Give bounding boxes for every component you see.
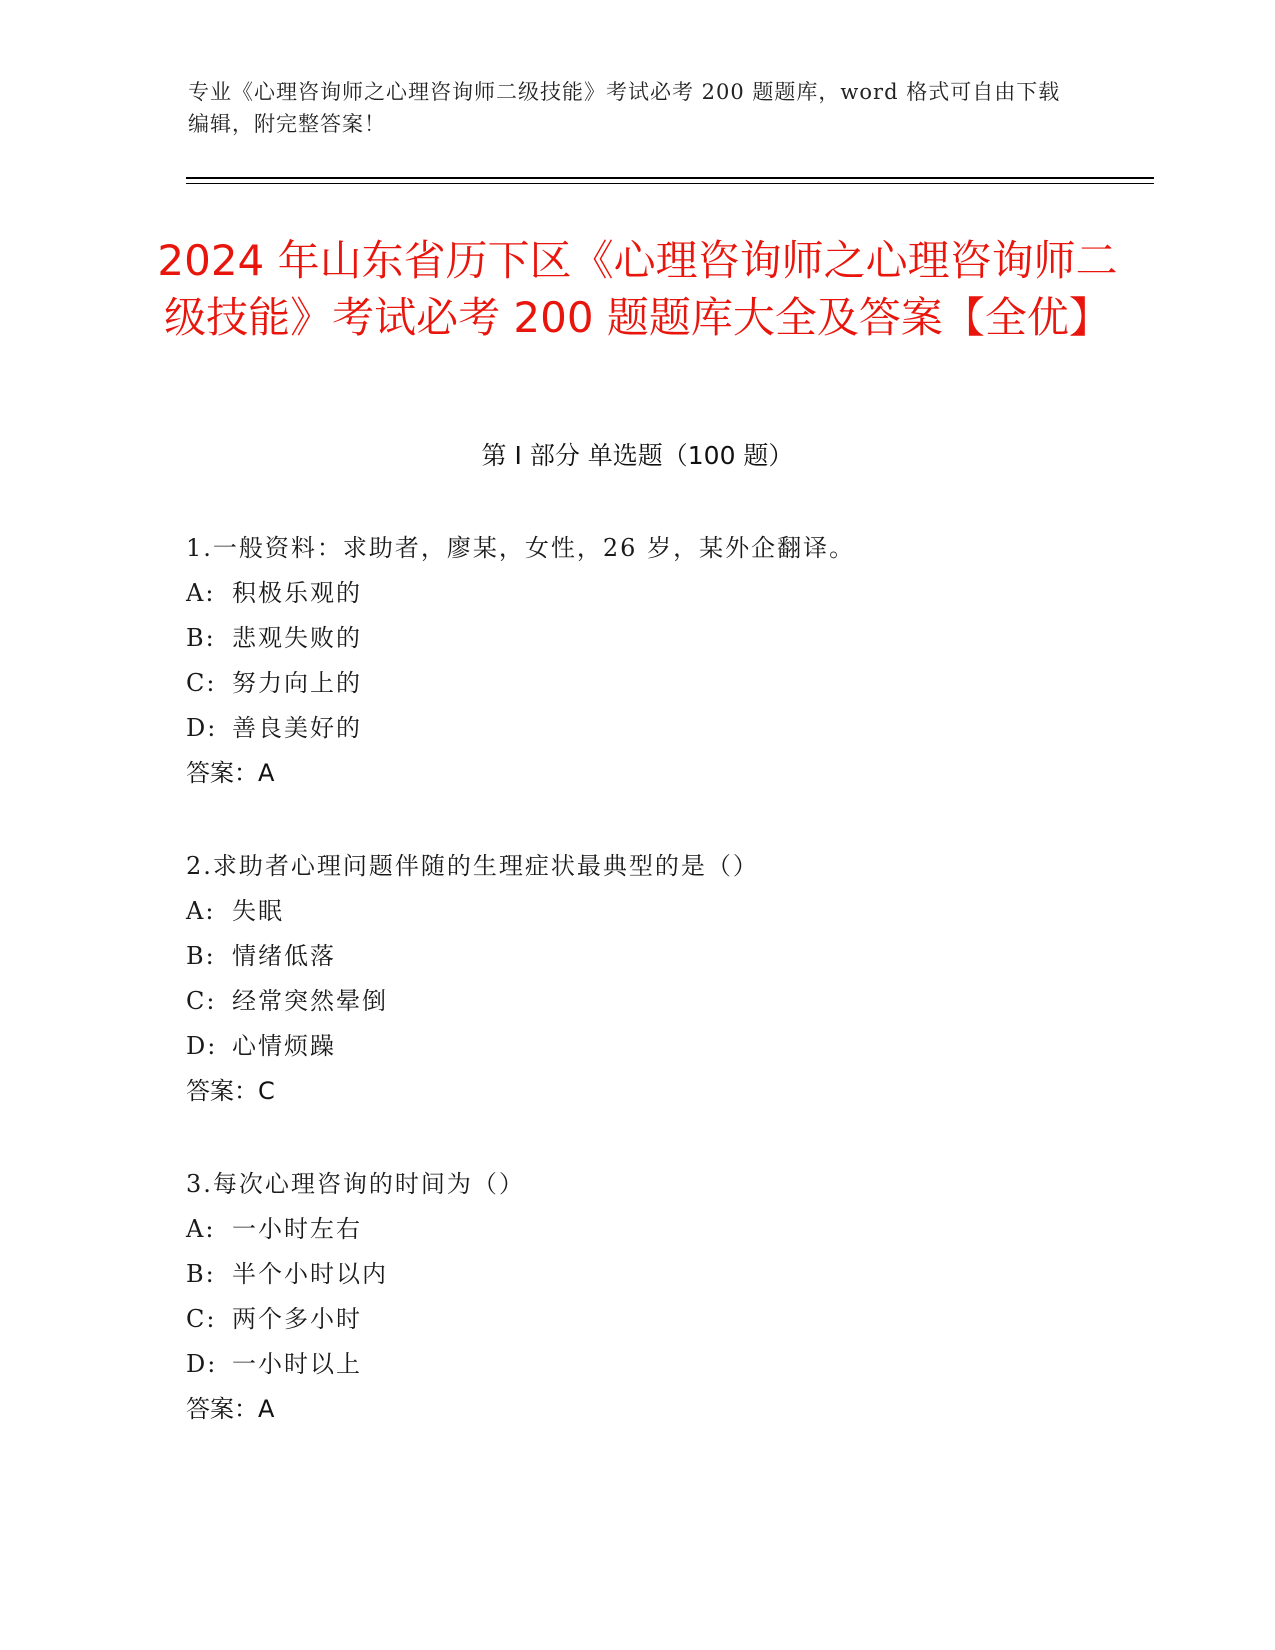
option-key: B: <box>186 1260 216 1288</box>
option-text: 半个小时以内 <box>232 1260 388 1288</box>
question-1 <box>186 526 1126 796</box>
option-text: 努力向上的 <box>232 669 362 697</box>
option-key: D: <box>186 714 218 742</box>
question-stem: 1.一般资料：求助者，廖某，女性，26 岁，某外企翻译。 <box>186 534 856 562</box>
option-key: B: <box>186 624 216 652</box>
option-text: 两个多小时 <box>232 1305 362 1333</box>
question-stem: 3.每次心理咨询的时间为（） <box>186 1170 525 1198</box>
option-key: D: <box>186 1350 218 1378</box>
question-2 <box>186 844 1126 1114</box>
header-rule-thick <box>186 177 1154 179</box>
option-d <box>186 1342 1126 1387</box>
part-heading: 第 I 部分 单选题（100 题） <box>481 441 794 470</box>
option-text: 一小时以上 <box>232 1350 362 1378</box>
option-b <box>186 1252 1126 1297</box>
option-b <box>186 934 1126 979</box>
option-key: C: <box>186 987 217 1015</box>
question-3 <box>186 1162 1126 1432</box>
option-d <box>186 706 1126 751</box>
answer: 答案：A <box>186 1395 275 1423</box>
header-rule-thin <box>186 183 1154 184</box>
option-key: C: <box>186 669 217 697</box>
option-key: A: <box>186 1215 216 1243</box>
option-key: A: <box>186 897 216 925</box>
option-text: 悲观失败的 <box>232 624 362 652</box>
option-a <box>186 571 1126 616</box>
option-text: 积极乐观的 <box>232 579 362 607</box>
option-text: 一小时左右 <box>232 1215 362 1243</box>
header-note: 专业《心理咨询师之心理咨询师二级技能》考试必考 200 题题库，word 格式可自由下载编辑，附完整答案！ <box>188 80 1061 136</box>
option-key: C: <box>186 1305 217 1333</box>
option-text: 情绪低落 <box>232 942 336 970</box>
option-text: 心情烦躁 <box>232 1032 336 1060</box>
option-key: A: <box>186 579 216 607</box>
option-c <box>186 979 1126 1024</box>
option-c <box>186 661 1126 706</box>
option-text: 善良美好的 <box>232 714 362 742</box>
option-b <box>186 616 1126 661</box>
option-a <box>186 889 1126 934</box>
option-a <box>186 1207 1126 1252</box>
question-stem: 2.求助者心理问题伴随的生理症状最典型的是（） <box>186 852 759 880</box>
answer: 答案：C <box>186 1077 275 1105</box>
option-d <box>186 1024 1126 1069</box>
option-key: B: <box>186 942 216 970</box>
answer: 答案：A <box>186 759 275 787</box>
option-text: 经常突然晕倒 <box>232 987 388 1015</box>
option-text: 失眠 <box>232 897 284 925</box>
option-c <box>186 1297 1126 1342</box>
document-title: 2024 年山东省历下区《心理咨询师之心理咨询师二级技能》考试必考 200 题题库大全及答案【全优】 <box>157 236 1118 342</box>
option-key: D: <box>186 1032 218 1060</box>
